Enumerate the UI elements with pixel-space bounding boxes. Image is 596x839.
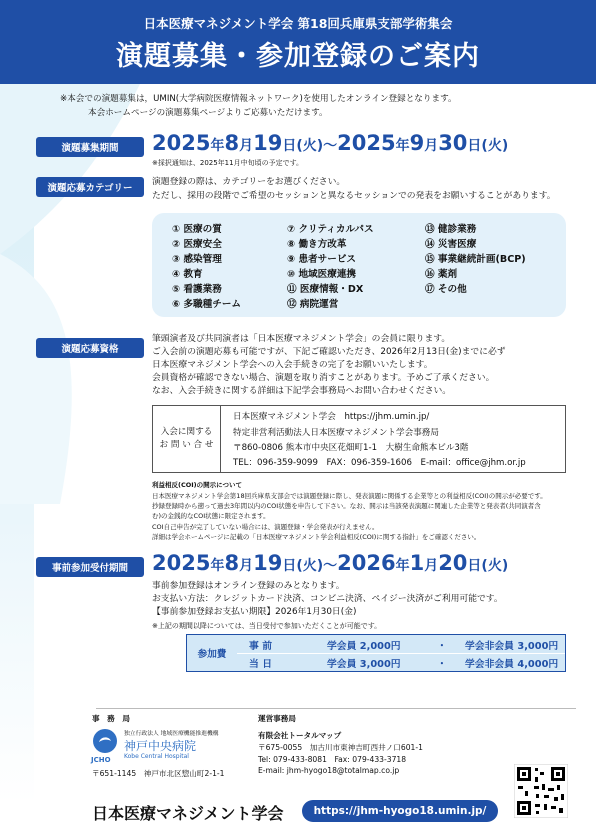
- category-item: ③ 感染管理: [172, 254, 222, 265]
- category-item: ⑧ 働き方改革: [287, 239, 347, 250]
- qualification-line: 筆頭演者及び共同演者は「日本医療マネジメント学会」の会員に限ります。: [152, 334, 451, 344]
- category-item: ④ 教育: [172, 269, 203, 280]
- header-subtitle: 日本医療マネジメント学会 第18回兵庫県支部学術集会: [143, 16, 453, 31]
- ops-tel: Tel: 079-433-8081 Fax: 079-433-3718: [258, 755, 407, 764]
- fee-table: [186, 634, 566, 672]
- category-item: ⑫ 病院運営: [287, 299, 339, 310]
- category-item: ⑩ 地域医療連携: [287, 269, 357, 280]
- category-column-3: [425, 221, 526, 296]
- category-label: 演題応募カテゴリー: [36, 177, 144, 197]
- category-item: ⑮ 事業継続計画(BCP): [425, 254, 526, 265]
- qualification-label: 演題応募資格: [36, 338, 144, 358]
- registration-note: ※上記の期間以降については、当日受付で参加いただくことが可能です。: [152, 622, 382, 630]
- office-label: 事 務 局: [92, 714, 130, 723]
- ops-company: 有限会社トータルマップ: [258, 731, 342, 740]
- contact-tel: TEL：096-359-9099 FAX：096-359-1606 E-mail：office@jhm.or.jp: [233, 458, 526, 468]
- fee-row-onsite: [237, 653, 565, 671]
- category-item: ② 医療安全: [172, 239, 222, 250]
- fee-row-label: 事 前: [249, 641, 273, 652]
- contact-label: [153, 406, 221, 472]
- hospital-name: 神戸中央病院: [124, 739, 197, 753]
- registration-period-label: 事前参加受付期間: [36, 557, 144, 577]
- qualification-line: 会員資格が確認できない場合、演題を取り消すことがあります。予めご了承ください。: [152, 373, 495, 383]
- coi-line: 抄録登録時から遡って過去3年間以内のCOI状態を申告して下さい。なお、開示は当該発表演題に関連した企業等と発表者(共同演者含: [152, 502, 541, 511]
- coi-line: 日本医療マネジメント学会第18回兵庫県支部会では演題登録に際し、発表演題に関係する企業等との利益相反(COI)の開示が必要です。: [152, 492, 547, 500]
- society-name: 日本医療マネジメント学会: [92, 804, 284, 823]
- ops-address: 〒675-0055 加古川市東神吉町西井ノ口601-1: [258, 743, 423, 752]
- category-line-2: ただし、採用の段階でご希望のセッションと異なるセッションでの発表をお願いすることがあります。: [152, 191, 556, 201]
- category-item: ① 医療の質: [172, 224, 222, 235]
- jcho-logo-icon: [92, 728, 118, 754]
- fee-row-label: 当 日: [249, 659, 273, 670]
- website-link[interactable]: https://jhm-hyogo18.umin.jp/: [302, 800, 498, 822]
- abstract-period-note: ※採択通知は、2025年11月中旬頃の予定です。: [152, 159, 304, 167]
- category-item: ⑬ 健診業務: [425, 224, 477, 235]
- category-item: ⑤ 看護業務: [172, 284, 222, 295]
- category-line-1: 演題登録の際は、カテゴリーをお選びください。: [152, 177, 346, 187]
- contact-box: [152, 405, 566, 473]
- footer-divider: [96, 708, 576, 709]
- intro-line-2: 本会ホームページの演題募集ページよりご応募いただけます。: [88, 108, 328, 118]
- category-item: ⑰ その他: [425, 284, 467, 295]
- fee-member: 学会員 2,000円: [327, 641, 401, 652]
- coi-text: [152, 491, 547, 542]
- contact-address: 〒860-0806 熊本市中央区花畑町1-1 大樹生命熊本ビル3階: [233, 443, 469, 453]
- registration-line-3: 【事前参加登録お支払い期限】2026年1月30日(金): [152, 607, 357, 617]
- category-item: ⑥ 多職種チーム: [172, 299, 242, 310]
- fee-member: 学会員 3,000円: [327, 659, 401, 670]
- registration-line-2: お支払い方法：クレジットカード決済、コンビニ決済、ペイジー決済がご利用可能です。: [152, 594, 503, 604]
- category-item: ⑪ 医療情報・DX: [287, 284, 364, 295]
- category-column-2: [287, 221, 374, 311]
- contact-label-line-2: お 問 い 合 せ: [159, 440, 214, 450]
- fee-nonmember: 学会非会員 3,000円: [465, 641, 559, 652]
- qualification-line: 日本医療マネジメント学会への入会手続きの完了をお願いいたします。: [152, 360, 433, 370]
- fee-rows: [237, 635, 565, 671]
- fee-label: 参加費: [187, 635, 237, 671]
- contact-label-line-1: 入会に関する: [160, 427, 213, 437]
- hospital-name-en: Kobe Central Hospital: [124, 753, 189, 760]
- jcho-label: JCHO: [91, 756, 111, 764]
- registration-line-1: 事前参加登録はオンライン登録のみとなります。: [152, 581, 345, 591]
- category-item: ⑨ 患者サービス: [287, 254, 357, 265]
- hospital-org: 独立行政法人 地域医療機能推進機構: [124, 731, 219, 737]
- intro-line-1: ※本会での演題募集は，UMIN(大学病院医療情報ネットワーク)を使用したオンライン登録となります。: [60, 94, 457, 104]
- qr-code-icon[interactable]: [514, 764, 568, 818]
- fee-nonmember: 学会非会員 4,000円: [465, 659, 559, 670]
- qualification-line: なお、入会手続きに関する詳細は下記学会事務局へお問い合わせください。: [152, 386, 452, 396]
- category-item: ⑦ クリティカルパス: [287, 224, 374, 235]
- coi-line: む)の金銭的なCOI状態に限定されます。: [152, 512, 270, 521]
- category-item: ⑭ 災害医療: [425, 239, 477, 250]
- contact-society: 日本医療マネジメント学会 https://jhm.umin.jp/: [233, 412, 430, 422]
- coi-title: 利益相反(COI)の開示について: [152, 481, 243, 489]
- ops-email: E-mail: jhm-hyogo18@totalmap.co.jp: [258, 766, 400, 775]
- coi-line: COI自己申告が完了していない場合には、演題登録・学会発表が行えません。: [152, 522, 379, 531]
- registration-period-dates: 2025年8月19日(火)～2026年1月20日(火): [152, 551, 509, 575]
- contact-office: 特定非営利活動法人日本医療マネジメント学会事務局: [233, 428, 439, 438]
- ops-label: 運営事務局: [258, 714, 296, 723]
- fee-row-advance: [237, 635, 565, 653]
- category-item: ⑯ 薬剤: [425, 269, 458, 280]
- hospital-address: 〒651-1145 神戸市北区惣山町2-1-1: [92, 769, 225, 778]
- fee-separator: ・: [437, 659, 447, 670]
- qualification-line: ご入会前の演題応募も可能ですが、下記ご確認いただき、2026年2月13日(金)までに必ず: [152, 347, 506, 357]
- qualification-text: [152, 333, 506, 398]
- abstract-period-label: 演題募集期間: [36, 137, 144, 157]
- abstract-period-dates: 2025年8月19日(火)～2025年9月30日(火): [152, 131, 509, 155]
- coi-line: 詳細は学会ホームページに記載の「日本医療マネジメント学会利益相反(COI)に関する指針」をご確認ください。: [152, 532, 481, 541]
- category-column-1: [172, 221, 241, 311]
- page-title: 演題募集・参加登録のご案内: [116, 41, 480, 72]
- fee-separator: ・: [437, 641, 447, 652]
